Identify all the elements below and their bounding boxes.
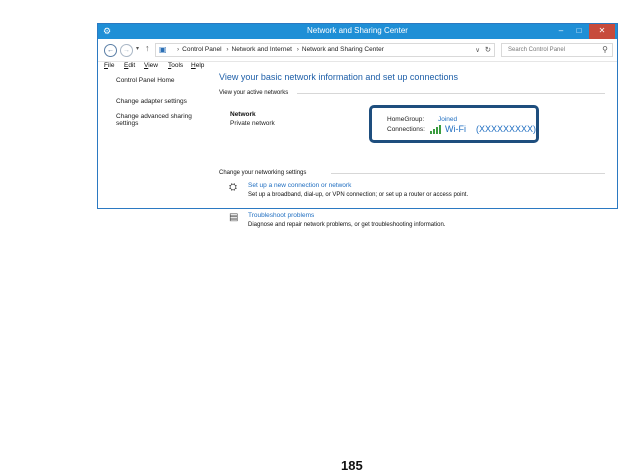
search-icon[interactable]: ⚲: [602, 45, 608, 54]
refresh-icon[interactable]: ↻: [484, 45, 491, 54]
address-toolbar: [98, 39, 617, 62]
troubleshoot-description: Diagnose and repair network problems, or get troubleshooting information.: [248, 222, 446, 228]
section-divider: [297, 93, 605, 94]
breadcrumb-control-panel[interactable]: Control Panel: [182, 46, 222, 53]
control-panel-icon: ▣: [159, 45, 167, 54]
sidebar-item-control-panel-home[interactable]: Control Panel Home: [116, 77, 175, 84]
wifi-connection-link[interactable]: Wi-Fi: [445, 124, 466, 134]
troubleshoot-link[interactable]: Troubleshoot problems: [248, 212, 315, 219]
breadcrumb-chevron-icon: ›: [296, 46, 299, 53]
wifi-signal-icon: [430, 125, 442, 134]
troubleshoot-icon: ▤: [229, 212, 239, 223]
sidebar-item-change-advanced-sharing[interactable]: Change advanced sharing settings: [116, 113, 192, 127]
maximize-button[interactable]: □: [576, 26, 582, 35]
network-type: Private network: [230, 120, 275, 127]
search-placeholder: Search Control Panel: [508, 47, 566, 53]
breadcrumb-chevron-icon: ›: [226, 46, 229, 53]
setup-connection-link[interactable]: Set up a new connection or network: [248, 182, 352, 189]
menu-help[interactable]: Help: [191, 62, 205, 69]
breadcrumb-chevron-icon: ›: [177, 46, 180, 53]
menu-tools[interactable]: Tools: [168, 62, 184, 69]
recent-pages-dropdown-icon[interactable]: ▾: [136, 46, 140, 52]
network-app-icon: ⚙: [103, 26, 112, 36]
menu-view[interactable]: View: [144, 62, 158, 69]
breadcrumb-network-sharing[interactable]: Network and Sharing Center: [301, 46, 384, 53]
up-arrow-icon[interactable]: ↑: [145, 43, 150, 53]
back-button[interactable]: [104, 44, 117, 57]
minimize-button[interactable]: –: [558, 26, 564, 35]
ssid-label: (XXXXXXXXX): [476, 124, 537, 134]
menu-file[interactable]: File: [104, 62, 115, 69]
title-bar[interactable]: [98, 24, 617, 39]
networking-settings-heading: Change your networking settings: [219, 170, 307, 176]
close-button[interactable]: ✕: [589, 24, 615, 39]
breadcrumb-network-internet[interactable]: Network and Internet: [231, 46, 292, 53]
breadcrumb: [174, 46, 384, 53]
address-box[interactable]: [155, 43, 495, 57]
page-number: 185: [341, 458, 363, 473]
menu-bar: [98, 61, 617, 72]
forward-button[interactable]: [120, 44, 133, 57]
network-name: Network: [230, 111, 256, 118]
window-title: Network and Sharing Center: [307, 26, 408, 35]
network-sharing-center-window: [97, 23, 618, 228]
active-networks-heading: View your active networks: [219, 90, 289, 96]
menu-edit[interactable]: Edit: [124, 62, 136, 69]
page-title: View your basic network information and set up connections: [219, 72, 458, 82]
search-input[interactable]: [501, 43, 613, 57]
homegroup-label: HomeGroup:: [387, 116, 425, 123]
section-divider: [331, 173, 605, 174]
sidebar: [116, 77, 206, 127]
new-connection-icon: ⛭: [229, 182, 237, 193]
back-arrow-icon: ←: [107, 47, 114, 54]
sidebar-item-change-adapter-settings[interactable]: Change adapter settings: [116, 98, 187, 105]
connections-label: Connections:: [387, 126, 425, 133]
homegroup-joined-link[interactable]: Joined: [438, 116, 458, 123]
forward-arrow-icon: →: [123, 47, 130, 54]
address-dropdown-icon[interactable]: ∨: [475, 47, 480, 54]
connection-highlight-box: [369, 105, 539, 143]
setup-connection-description: Set up a broadband, dial-up, or VPN connection; or set up a router or access point.: [248, 192, 469, 198]
